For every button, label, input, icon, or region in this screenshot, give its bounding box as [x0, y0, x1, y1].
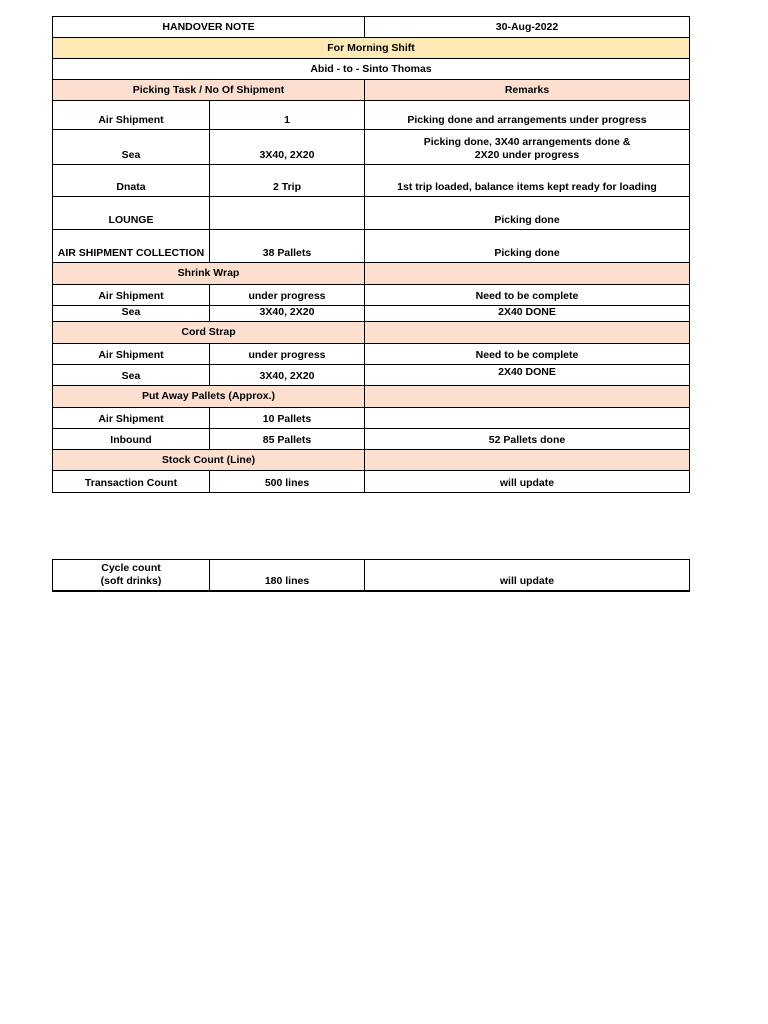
qty-cell: 3X40, 2X20 — [210, 130, 365, 165]
qty-cell: 85 Pallets — [210, 429, 365, 450]
qty-cell: 38 Pallets — [210, 230, 365, 263]
remark-line: Picking done, 3X40 arrangements done & — [423, 136, 631, 148]
title-row — [53, 17, 690, 38]
remark-cell — [365, 408, 690, 429]
item-cell: Sea — [53, 130, 210, 165]
section-title: Cord Strap — [53, 322, 365, 344]
remark-cell: 2X40 DONE — [365, 306, 690, 322]
section-title: Put Away Pallets (Approx.) — [53, 386, 365, 408]
qty-cell: 3X40, 2X20 — [210, 306, 365, 322]
remark-cell: Picking done — [365, 230, 690, 263]
item-line: Cycle count — [101, 561, 161, 574]
shift-label: For Morning Shift — [53, 38, 690, 59]
table-row — [53, 408, 690, 429]
section-header-row — [53, 322, 690, 344]
remark-cell: Picking done — [365, 197, 690, 230]
column-header-row — [53, 80, 690, 101]
item-cell: Air Shipment — [53, 285, 210, 306]
qty-cell: 2 Trip — [210, 165, 365, 197]
table-row — [53, 560, 690, 591]
qty-cell: 180 lines — [210, 560, 365, 591]
item-cell: AIR SHIPMENT COLLECTION — [53, 230, 210, 263]
table-row — [53, 285, 690, 306]
remarks-column-header: Remarks — [365, 80, 690, 101]
table-row — [53, 130, 690, 165]
shift-row — [53, 38, 690, 59]
item-cell: Air Shipment — [53, 101, 210, 130]
item-cell: LOUNGE — [53, 197, 210, 230]
qty-cell — [210, 197, 365, 230]
qty-cell: 500 lines — [210, 471, 365, 493]
cycle-count-table — [52, 559, 690, 592]
qty-cell: 1 — [210, 101, 365, 130]
table-row — [53, 165, 690, 197]
qty-cell: under progress — [210, 285, 365, 306]
remark-cell: 52 Pallets done — [365, 429, 690, 450]
item-cell: Dnata — [53, 165, 210, 197]
table-row — [53, 230, 690, 263]
item-line: (soft drinks) — [100, 574, 162, 587]
item-cell: Sea — [53, 306, 210, 322]
handover-row — [53, 59, 690, 80]
remark-cell: will update — [365, 560, 690, 591]
remark-cell: Need to be complete — [365, 344, 690, 365]
remark-cell: will update — [365, 471, 690, 493]
remark-cell: Picking done and arrangements under progress — [365, 101, 690, 130]
remark-cell — [365, 130, 690, 165]
item-cell: Transaction Count — [53, 471, 210, 493]
table-row — [53, 197, 690, 230]
section-header-row — [53, 386, 690, 408]
item-cell: Inbound — [53, 429, 210, 450]
qty-cell: 3X40, 2X20 — [210, 365, 365, 386]
item-cell: Air Shipment — [53, 344, 210, 365]
item-cell — [53, 560, 210, 591]
section-header-row — [53, 263, 690, 285]
remark-line: 2X20 under progress — [474, 149, 580, 161]
section-title: Stock Count (Line) — [53, 450, 365, 471]
table-row — [53, 101, 690, 130]
table-row — [53, 306, 690, 322]
remark-cell: 1st trip loaded, balance items kept ready for loading — [365, 165, 690, 197]
section-header-row — [53, 450, 690, 471]
item-cell: Sea — [53, 365, 210, 386]
remark-cell: Need to be complete — [365, 285, 690, 306]
table-row — [53, 344, 690, 365]
qty-cell: 10 Pallets — [210, 408, 365, 429]
task-column-header: Picking Task / No Of Shipment — [53, 80, 365, 101]
table-row — [53, 365, 690, 386]
doc-title: HANDOVER NOTE — [53, 17, 365, 38]
table-row — [53, 471, 690, 493]
doc-date: 30-Aug-2022 — [365, 17, 690, 38]
item-cell: Air Shipment — [53, 408, 210, 429]
table-row — [53, 429, 690, 450]
handover-names: Abid - to - Sinto Thomas — [53, 59, 690, 80]
section-title: Shrink Wrap — [53, 263, 365, 285]
handover-table — [52, 16, 690, 493]
remark-cell: 2X40 DONE — [365, 365, 690, 386]
qty-cell: under progress — [210, 344, 365, 365]
